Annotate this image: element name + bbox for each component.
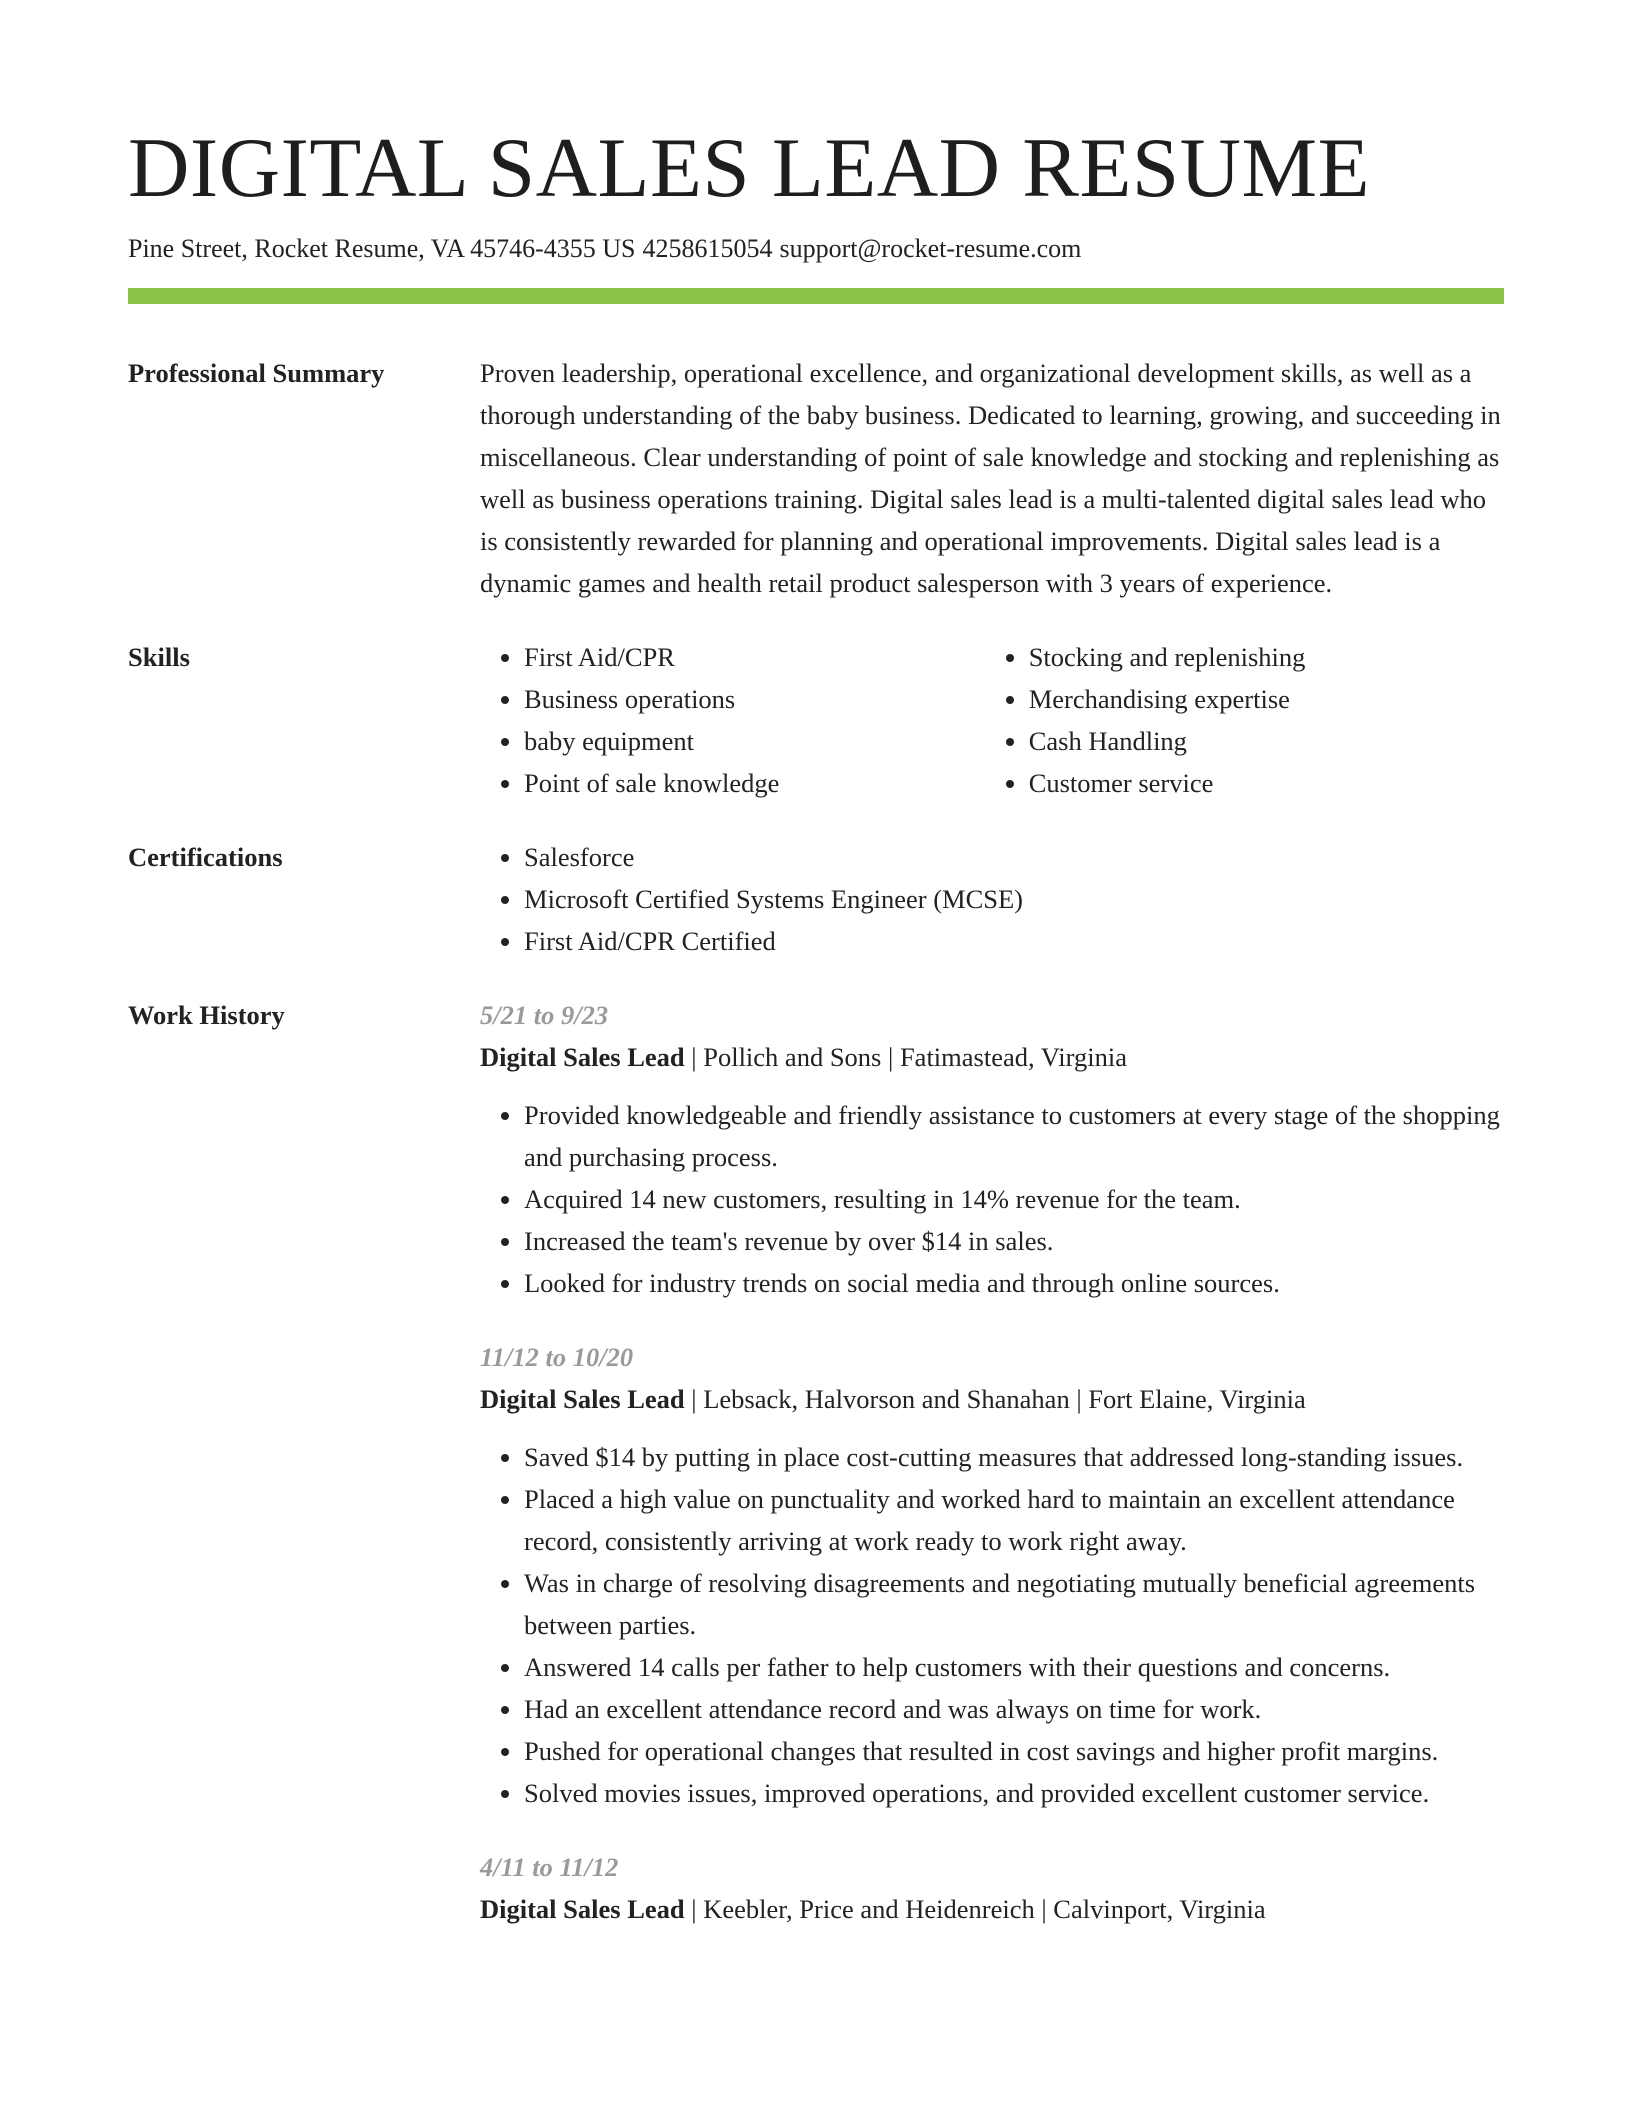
job-bullet: • Increased the team's revenue by over $14 in sales. xyxy=(524,1220,1504,1262)
contact-phone: 4258615054 xyxy=(642,234,773,263)
job-title: Digital Sales Lead xyxy=(480,1894,685,1924)
job-bullet: • Answered 14 calls per father to help customers with their questions and concerns. xyxy=(524,1646,1504,1688)
job-bullet: • Acquired 14 new customers, resulting in 14% revenue for the team. xyxy=(524,1178,1504,1220)
accent-divider xyxy=(128,288,1504,304)
contact-email: support@rocket-resume.com xyxy=(779,234,1082,263)
job-bullet: • Placed a high value on punctuality and worked hard to maintain an excellent attendance record, consistently arriving at work ready to work right away. xyxy=(524,1478,1504,1562)
section-heading: Work History xyxy=(128,1000,285,1030)
job-company: Lebsack, Halvorson and Shanahan xyxy=(703,1384,1070,1414)
resume-title: DIGITAL SALES LEAD RESUME xyxy=(128,121,1371,215)
job-bullets xyxy=(480,1094,1504,1304)
job-entry xyxy=(480,994,1504,1304)
certifications-list xyxy=(480,836,1504,962)
job-title: Digital Sales Lead xyxy=(480,1384,685,1414)
skill-item: • First Aid/CPR xyxy=(524,636,985,678)
skill-item: • Merchandising expertise xyxy=(1029,678,1504,720)
skill-item: • Cash Handling xyxy=(1029,720,1504,762)
certification-item: • Salesforce xyxy=(524,836,1504,878)
skill-item: • Business operations xyxy=(524,678,985,720)
job-location: Calvinport, Virginia xyxy=(1053,1894,1266,1924)
job-heading: Digital Sales Lead | Pollich and Sons | Fatimastead, Virginia xyxy=(480,1042,1127,1072)
contact-address: Pine Street, Rocket Resume, VA 45746-4355 US xyxy=(128,234,636,263)
job-bullet: • Looked for industry trends on social media and through online sources. xyxy=(524,1262,1504,1304)
job-entry xyxy=(480,1336,1504,1814)
job-bullet: • Was in charge of resolving disagreements and negotiating mutually beneficial agreements between parties. xyxy=(524,1562,1504,1646)
job-company: Keebler, Price and Heidenreich xyxy=(703,1894,1035,1924)
job-dates: 4/11 to 11/12 xyxy=(480,1852,619,1882)
skills-list-left xyxy=(480,636,985,804)
skills-section xyxy=(128,636,1504,804)
job-bullet: • Provided knowledgeable and friendly assistance to customers at every stage of the shopping and purchasing process. xyxy=(524,1094,1504,1178)
job-entry xyxy=(480,1846,1504,1930)
work-history-section xyxy=(128,994,1504,1930)
job-heading: Digital Sales Lead | Lebsack, Halvorson and Shanahan | Fort Elaine, Virginia xyxy=(480,1384,1306,1414)
job-bullet: • Solved movies issues, improved operations, and provided excellent customer service. xyxy=(524,1772,1504,1814)
summary-text: Proven leadership, operational excellence, and organizational development skills, as well as a thorough understanding of the baby business. Dedicated to learning, growing, and succeeding in miscellaneous. Clear understanding of point of sale knowledge and stocking and replenishing as well as business operations training. Digital sales lead is a multi-talented digital sales lead who is consistently rewarded for planning and operational improvements. Digital sales lead is a dynamic games and health retail product salesperson with 3 years of experience. xyxy=(480,358,1501,598)
contact-line xyxy=(128,232,1504,266)
job-heading: Digital Sales Lead | Keebler, Price and Heidenreich | Calvinport, Virginia xyxy=(480,1894,1266,1924)
certification-item: • Microsoft Certified Systems Engineer (MCSE) xyxy=(524,878,1504,920)
job-company: Pollich and Sons xyxy=(703,1042,882,1072)
job-bullet: • Saved $14 by putting in place cost-cutting measures that addressed long-standing issues. xyxy=(524,1436,1504,1478)
resume-page xyxy=(128,118,1504,1930)
section-heading: Professional Summary xyxy=(128,358,385,388)
job-dates: 5/21 to 9/23 xyxy=(480,1000,609,1030)
section-heading: Certifications xyxy=(128,842,283,872)
skills-list-right xyxy=(985,636,1504,804)
job-title: Digital Sales Lead xyxy=(480,1042,685,1072)
skill-item: • baby equipment xyxy=(524,720,985,762)
job-location: Fort Elaine, Virginia xyxy=(1088,1384,1306,1414)
skill-item: • Customer service xyxy=(1029,762,1504,804)
job-bullet: • Pushed for operational changes that resulted in cost savings and higher profit margins. xyxy=(524,1730,1504,1772)
job-dates: 11/12 to 10/20 xyxy=(480,1342,634,1372)
job-bullets xyxy=(480,1436,1504,1814)
section-heading: Skills xyxy=(128,642,190,672)
skill-item: • Stocking and replenishing xyxy=(1029,636,1504,678)
professional-summary-section xyxy=(128,352,1504,604)
certifications-section xyxy=(128,836,1504,962)
job-bullet: • Had an excellent attendance record and was always on time for work. xyxy=(524,1688,1504,1730)
skill-item: • Point of sale knowledge xyxy=(524,762,985,804)
job-location: Fatimastead, Virginia xyxy=(899,1042,1127,1072)
certification-item: • First Aid/CPR Certified xyxy=(524,920,1504,962)
